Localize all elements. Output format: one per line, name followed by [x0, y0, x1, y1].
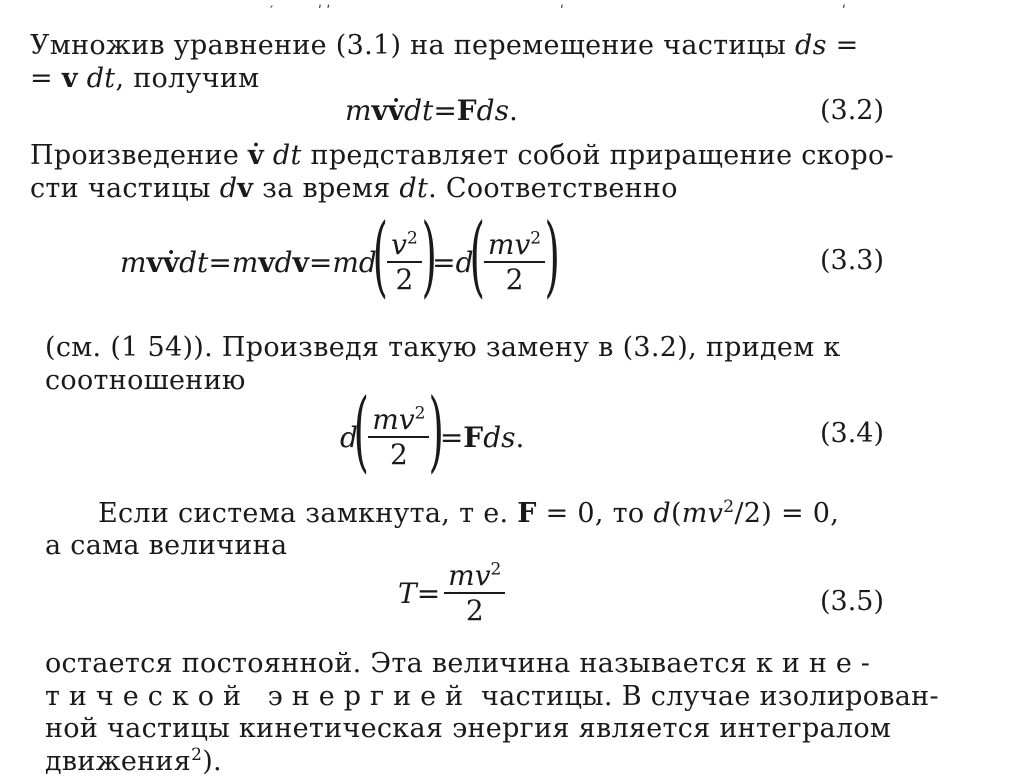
- fraction-v2-over-2: $\frac{v^2}{2}$: [387, 230, 422, 295]
- fraction-mv2-over-2: $\frac{mv^2}{2}$: [368, 405, 429, 470]
- paragraph-1-line-1: Умножив уравнение (3.1) на перемещение частицы ds =: [30, 30, 859, 61]
- equation-3-5: T = $\frac{mv^2}{2}$: [398, 555, 509, 631]
- paragraph-5-line-1: остается постоянной. Эта величина называется кине-: [45, 648, 879, 679]
- right-paren: ): [421, 204, 437, 307]
- equation-number-3-5: (3.5): [819, 586, 884, 617]
- fraction-mv2-over-2: $\frac{mv^2}{2}$: [484, 230, 545, 295]
- paragraph-5-line-4: движения$^2$).: [45, 745, 222, 777]
- left-paren: (: [372, 204, 388, 307]
- paragraph-2-line-2: сти частицы dv за время dt. Соответственно: [30, 173, 678, 204]
- right-paren: ): [428, 379, 445, 482]
- paragraph-5-line-2: тической энергией частицы. В случае изолирован-: [45, 681, 939, 712]
- equation-number-3-2: (3.2): [819, 95, 884, 126]
- fraction-mv2-over-2: $\frac{mv^2}{2}$: [444, 561, 505, 626]
- top-edge-fragments: ′ ʹ ʹ ʹ ʹ: [270, 4, 846, 18]
- paragraph-4-line-2: а сама величина: [45, 530, 288, 561]
- equation-3-2: m v v̇ dt = F ds .: [345, 94, 518, 127]
- equation-number-3-4: (3.4): [819, 418, 884, 449]
- paragraph-2-line-1: Произведение v̇ dt представляет собой приращение скоро-: [30, 140, 894, 171]
- paragraph-4-line-1: Если система замкнута, т е. F = 0, то $d(mv^2/2) = 0$,: [98, 497, 840, 529]
- left-paren: (: [468, 204, 485, 307]
- paragraph-3-line-2: соотношению: [45, 365, 246, 396]
- paragraph-3-line-1: (см. (1 54)). Произведя такую замену в (3.2), придем к: [45, 332, 841, 363]
- right-paren: ): [544, 204, 560, 307]
- paragraph-1-line-2: = v dt, получим: [30, 63, 260, 94]
- equation-number-3-3: (3.3): [819, 245, 884, 276]
- equation-3-4: d ( $\frac{mv^2}{2}$ ) = F ds .: [340, 379, 525, 482]
- paragraph-5-line-3: ной частицы кинетическая энергия является интегралом: [45, 713, 892, 744]
- equation-3-3: m v v̇ dt = m v d v = md ( $\frac{v^2}{2}$ ) = d ( $\frac{mv^2}{2}$ ): [120, 204, 560, 307]
- left-paren: (: [353, 379, 369, 482]
